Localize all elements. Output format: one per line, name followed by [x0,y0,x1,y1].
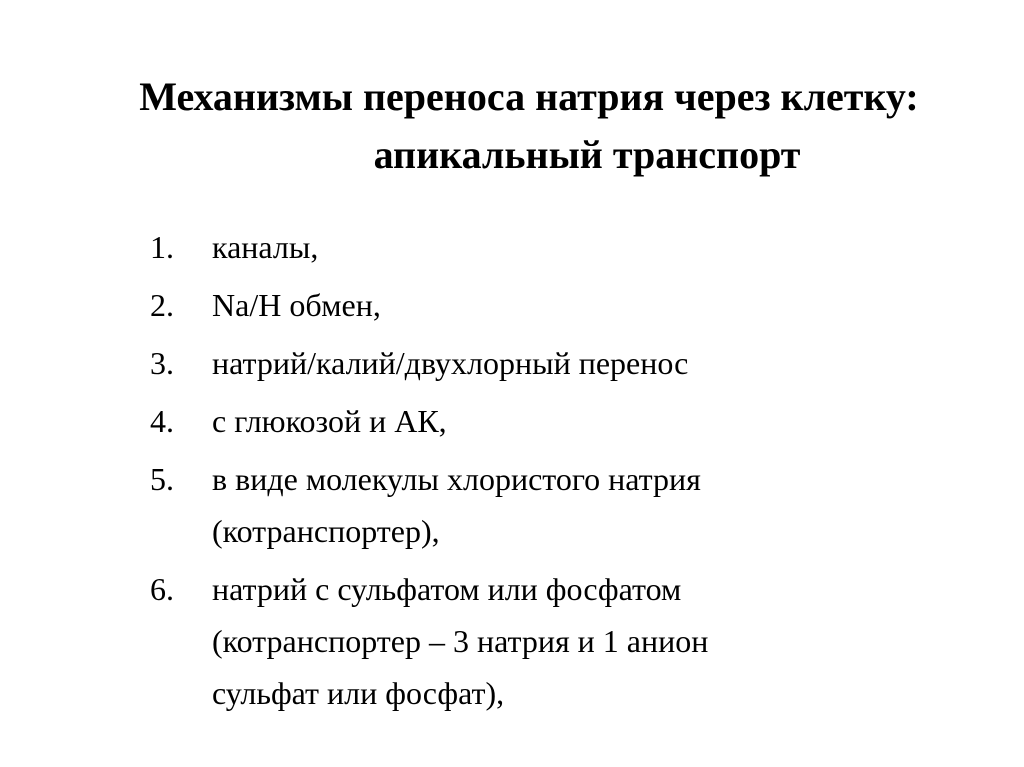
list-item-text: натрий/калий/двухлорный перенос [212,345,689,381]
list-item [150,563,910,719]
slide-title [0,68,1024,184]
list-item-text: (котранспортер – 3 натрия и 1 анион [212,623,709,659]
list-item-number: 1. [150,229,174,265]
title-line-2: апикальный транспорт [373,132,801,177]
list-item [150,279,910,331]
title-line-1: Механизмы переноса натрия через клетку: [139,74,919,119]
list-item-text: в виде молекулы хлористого натрия [212,461,701,497]
list-item-text: натрий с сульфатом или фосфатом [212,571,682,607]
list-item-text: Na/H обмен, [212,287,381,323]
list-item [150,221,910,273]
list-item-number: 2. [150,287,174,323]
list-item-number: 3. [150,345,174,381]
list-item [150,453,910,557]
list-item-text: (котранспортер), [212,513,440,549]
list-item-number: 6. [150,571,174,607]
list-item [150,337,910,389]
list-item-number: 5. [150,461,174,497]
list-item-number: 4. [150,403,174,439]
mechanism-list [150,221,910,725]
list-item-text: сульфат или фосфат), [212,675,505,711]
list-item-text: с глюкозой и АК, [212,403,447,439]
list-item [150,395,910,447]
list-item-text: каналы, [212,229,319,265]
